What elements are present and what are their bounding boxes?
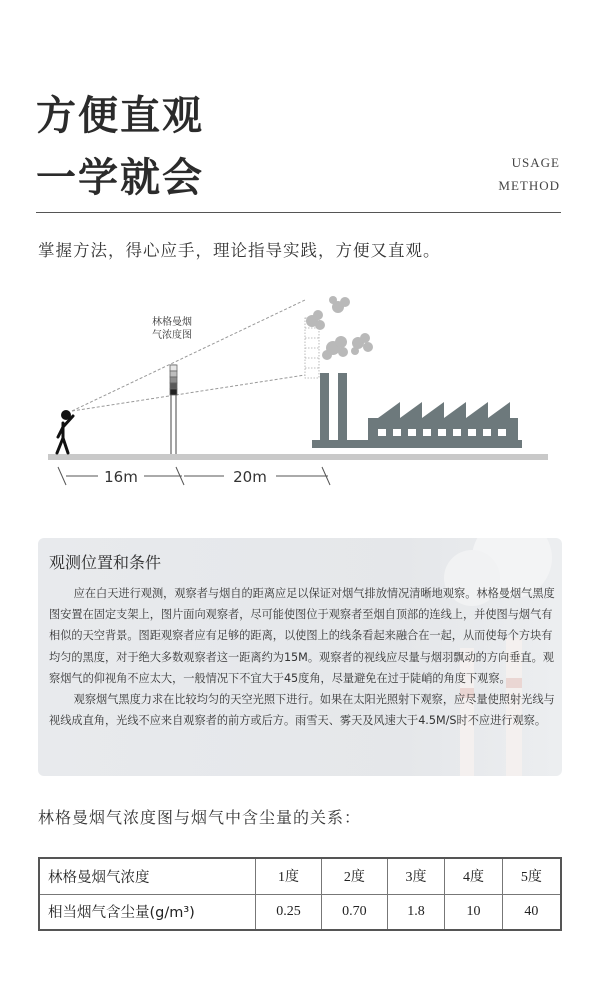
table-cell: 0.70 bbox=[321, 894, 387, 930]
usage-tag: USAGE bbox=[511, 155, 560, 170]
table-row-label: 相当烟气含尘量(g/m³) bbox=[39, 894, 256, 930]
table-cell: 1.8 bbox=[387, 894, 445, 930]
header-divider bbox=[36, 212, 561, 213]
table-cell: 3度 bbox=[387, 858, 445, 894]
chart-label-line1: 林格曼烟 bbox=[152, 317, 192, 328]
relation-title: 林格曼烟气浓度图与烟气中含尘量的关系： bbox=[38, 808, 362, 827]
table-cell: 5度 bbox=[502, 858, 561, 894]
table-cell: 10 bbox=[445, 894, 503, 930]
subtitle: 掌握方法，得心应手，理论指导实践，方便又直观。 bbox=[38, 241, 441, 260]
table-cell: 0.25 bbox=[256, 894, 322, 930]
distance-label-20m: 20m bbox=[233, 468, 267, 486]
panel-title: 观测位置和条件 bbox=[49, 553, 162, 572]
table-cell: 1度 bbox=[256, 858, 322, 894]
factory-icon bbox=[312, 373, 522, 448]
ringelmann-chart-icon bbox=[170, 365, 177, 455]
ground-line bbox=[48, 454, 548, 460]
panel-paragraph-2: 观察烟气黑度力求在比较均匀的天空光照下进行。如果在太阳光照射下观察，应尽量使照射光线与视线成直角，光线不应来自观察者的前方或后方。雨雪天、雾天及风速大于4.5M/S时不应进行观察。 bbox=[49, 693, 555, 728]
chart-label-line2: 气浓度图 bbox=[152, 330, 192, 341]
distance-markers bbox=[58, 467, 330, 485]
table-row bbox=[39, 894, 561, 930]
table-row bbox=[39, 858, 561, 894]
page-title-line1: 方便直观 bbox=[36, 93, 204, 139]
panel-paragraph-1: 应在白天进行观测，观察者与烟自的距离应足以保证对烟气排放情况清晰地观察。林格曼烟气黑度图安置在固定支架上，图片面向观察者，尽可能使图位于观察者至烟自顶部的连线上，并使图与烟气有相似的天空背景。图距观察者应有足够的距离，以使图上的线条看起来融合在一起，从而使每个方块有均匀的黑度，对于绝大多数观察者这一距离约为15M。观察者的视线应尽量与烟羽飘动的方向垂直。观察烟气的仰视角不应太大，一般情况下不宜大于45度角，尽量避免在过于陡峭的角度下观察。 bbox=[49, 587, 555, 685]
observer-icon bbox=[57, 416, 73, 453]
factory-windows bbox=[378, 429, 506, 436]
method-tag: METHOD bbox=[498, 178, 560, 193]
table-cell: 2度 bbox=[321, 858, 387, 894]
concentration-table bbox=[38, 857, 562, 931]
observation-conditions-panel bbox=[38, 538, 562, 776]
smoke-icon bbox=[306, 296, 373, 360]
observer-head bbox=[61, 410, 71, 420]
table-cell: 40 bbox=[502, 894, 561, 930]
table-row-label: 林格曼烟气浓度 bbox=[39, 858, 256, 894]
distance-label-16m: 16m bbox=[104, 468, 138, 486]
table-cell: 4度 bbox=[445, 858, 503, 894]
page-title-line2: 一学就会 bbox=[36, 155, 204, 201]
observation-diagram bbox=[0, 285, 600, 500]
panel-body bbox=[49, 583, 557, 731]
